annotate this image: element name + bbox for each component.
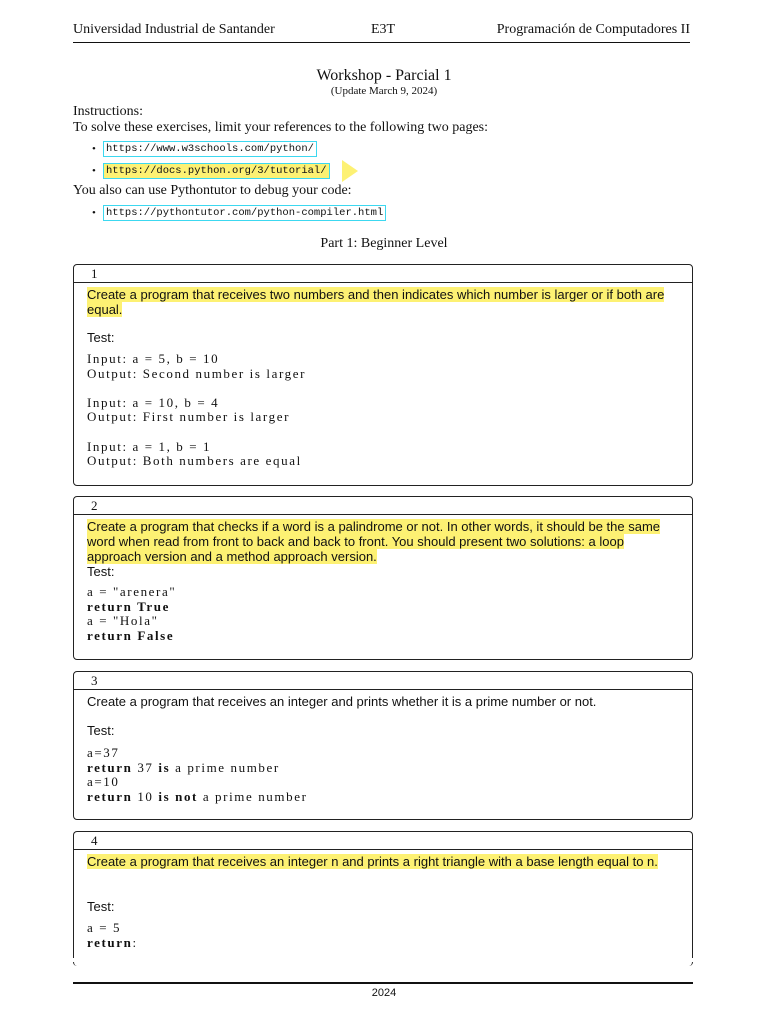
instructions-text-2: You also can use Pythontutor to debug your code: xyxy=(73,183,352,198)
highlight-arrow xyxy=(342,160,358,182)
exercise-box-1 xyxy=(73,264,693,486)
header-department: E3T xyxy=(371,22,396,37)
header-university: Universidad Industrial de Santander xyxy=(73,22,275,37)
link-w3schools[interactable]: https://www.w3schools.com/python/ xyxy=(103,141,317,157)
test-label: Test: xyxy=(87,899,115,914)
exercise-statement: Create a program that receives an integer and prints whether it is a prime number or not. xyxy=(87,694,597,709)
exercise-number: 1 xyxy=(91,266,98,281)
instructions-text: To solve these exercises, limit your references to the following two pages: xyxy=(73,120,489,135)
footer-year: 2024 xyxy=(371,987,397,999)
header-rule xyxy=(73,42,690,43)
instructions-label: Instructions: xyxy=(73,104,143,119)
link-python-docs[interactable]: https://docs.python.org/3/tutorial/ xyxy=(103,163,330,179)
test-code: Input: a = 5, b = 10 Output: Second number is larger Input: a = 10, b = 4 Output: First number is larger Input: a = 1, b = 1 Output: Both numbers are equal xyxy=(87,351,307,469)
header-course: Programación de Computadores II xyxy=(496,22,690,37)
document-title: Workshop - Parcial 1 xyxy=(316,67,452,84)
test-code: a=37 return 37 is a prime number a=10 return 10 is not a prime number xyxy=(87,745,308,804)
exercise-box-3 xyxy=(73,671,693,820)
test-label: Test: xyxy=(87,564,115,579)
test-label: Test: xyxy=(87,723,115,738)
exercise-box-2 xyxy=(73,496,693,660)
page-header xyxy=(73,20,690,40)
exercise-statement: Create a program that checks if a word is a palindrome or not. In other words, it should be the same word when read from front to back and back to front. You should present two solutions: a loop approach version and a method approach version. xyxy=(87,519,661,564)
exercise-statement: Create a program that receives an integer n and prints a right triangle with a base length equal to n. xyxy=(87,854,658,869)
test-code: a = "arenera" return True a = "Hola" return False xyxy=(87,584,177,643)
part-title: Part 1: Beginner Level xyxy=(320,236,448,251)
exercise-number: 4 xyxy=(91,833,98,848)
bullet-icon: • xyxy=(92,207,96,219)
test-code: a = 5 return: xyxy=(87,920,138,950)
footer-rule xyxy=(73,982,693,984)
bullet-icon: • xyxy=(92,165,96,177)
exercise-number: 3 xyxy=(91,673,98,688)
bullet-icon: • xyxy=(92,143,96,155)
test-label: Test: xyxy=(87,330,115,345)
link-pythontutor[interactable]: https://pythontutor.com/python-compiler.html xyxy=(103,205,386,221)
exercise-box-4 xyxy=(73,831,693,966)
exercise-statement: Create a program that receives two numbers and then indicates which number is larger or if both are equal. xyxy=(87,287,665,317)
update-date: (Update March 9, 2024) xyxy=(330,85,438,97)
exercise-number: 2 xyxy=(91,498,98,513)
